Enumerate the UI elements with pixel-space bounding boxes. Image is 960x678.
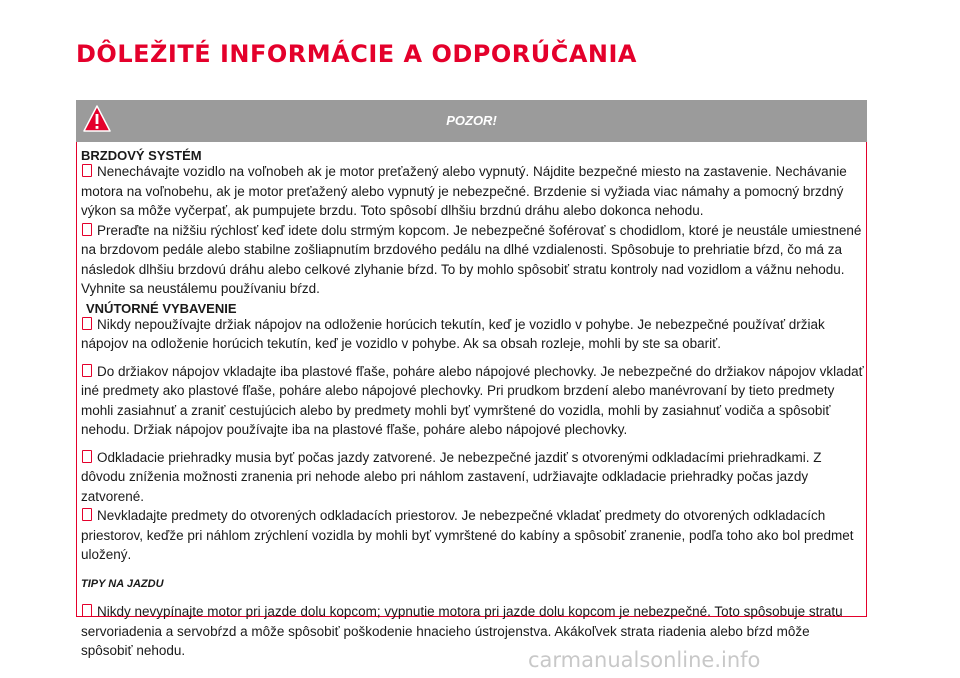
list-item: Nikdy nevypínajte motor pri jazde dolu kopcom; vypnutie motora pri jazde dolu kopcom je nebezpečné. Toto spôsobuje stratu servoriadenia a servobŕzd a môže spôsobiť poškodenie hnacieho ústrojenstva. Akákoľvek strata riadenia alebo bŕzd môže spôsobiť nehodu. <box>81 604 843 658</box>
list-item: Nikdy nepoužívajte držiak nápojov na odloženie horúcich tekutín, keď je vozidlo v pohybe. Je nebezpečné používať držiak nápojov na odloženie horúcich tekutín, keď je vozidlo v pohybe. Ak sa obsah rozleje, mohli by ste sa obariť. <box>81 316 825 351</box>
list-item: Preraďte na nižšiu rýchlosť keď idete dolu strmým kopcom. Je nebezpečné šoférovať s chodidlom, ktoré je neustále umiestnené na brzdovom pedále alebo stabilne zošliapnutím brzdového pedálu na dlhé vzdialenosti. Spôsobuje to prehriatie bŕzd, čo má za následok dlhšiu brzdovú dráhu alebo celkové zlyhanie bŕzd. To by mohlo spôsobiť stratu kontroly nad vozidlom a vážnu nehodu. Vyhnite sa neustálemu používaniu bŕzd. <box>81 222 862 296</box>
checkbox-bullet-icon <box>82 223 92 236</box>
warning-banner <box>76 100 867 142</box>
section-heading-interior: VNÚTORNÉ VYBAVENIE <box>86 300 237 316</box>
section-heading-driving-tips: TIPY NA JAZDU <box>81 577 164 590</box>
warning-label: POZOR! <box>446 113 497 128</box>
section-heading-brakes: BRZDOVÝ SYSTÉM <box>81 148 202 163</box>
list-item: Nevkladajte predmety do otvorených odkladacích priestorov. Je nebezpečné vkladať predmety do otvorených odkladacích priestorov, keďže pri náhlom zrýchlení vozidla by mohli byť vymrštené do kabíny a spôsobiť zranenie, podľa toho ako bol predmet uložený. <box>81 508 854 562</box>
checkbox-bullet-icon <box>82 604 92 617</box>
warning-box <box>76 142 867 658</box>
list-item: Nenechávajte vozidlo na voľnobeh ak je motor preťažený alebo vypnutý. Nájdite bezpečné miesto na zastavenie. Nechávanie motora na voľnobehu, ak je motor preťažený alebo vypnutý je nebezpečné. Brzdenie si vyžiada viac námahy a pomocný brzdný výkon sa môže vyčerpať, ak pumpujete brzdu. Toto spôsobí dlhšiu brzdnú dráhu alebo dokonca nehodu. <box>81 164 847 218</box>
checkbox-bullet-icon <box>82 164 92 177</box>
watermark: carmanualsonline.info <box>528 648 761 672</box>
page-title: DÔLEŽITÉ INFORMÁCIE A ODPORÚČANIA <box>76 40 637 68</box>
warning-content <box>81 147 864 661</box>
checkbox-bullet-icon <box>82 508 92 521</box>
checkbox-bullet-icon <box>82 317 92 330</box>
checkbox-bullet-icon <box>82 364 92 377</box>
list-item: Do držiakov nápojov vkladajte iba plastové fľaše, poháre alebo nápojové plechovky. Je nebezpečné do držiakov nápojov vkladať iné predmety ako plastové fľaše, poháre alebo nápojové plechovky. Pri prudkom brzdení alebo manévrovaní by tieto predmety mohli zasiahnuť a zraniť cestujúcich alebo by predmety mohli byť vymrštené do vozidla, mohli by zasiahnuť vodiča a spôsobiť nehodu. Držiak nápojov používajte iba na plastové fľaše, poháre alebo nápojové plechovky. <box>81 363 864 437</box>
checkbox-bullet-icon <box>82 450 92 463</box>
list-item: Odkladacie priehradky musia byť počas jazdy zatvorené. Je nebezpečné jazdiť s otvorenými odkladacími priehradkami. Z dôvodu zníženia možnosti zranenia pri nehode alebo pri náhlom zastavení, udržiavajte odkladacie priehradky počas jazdy zatvorené. <box>81 449 822 504</box>
